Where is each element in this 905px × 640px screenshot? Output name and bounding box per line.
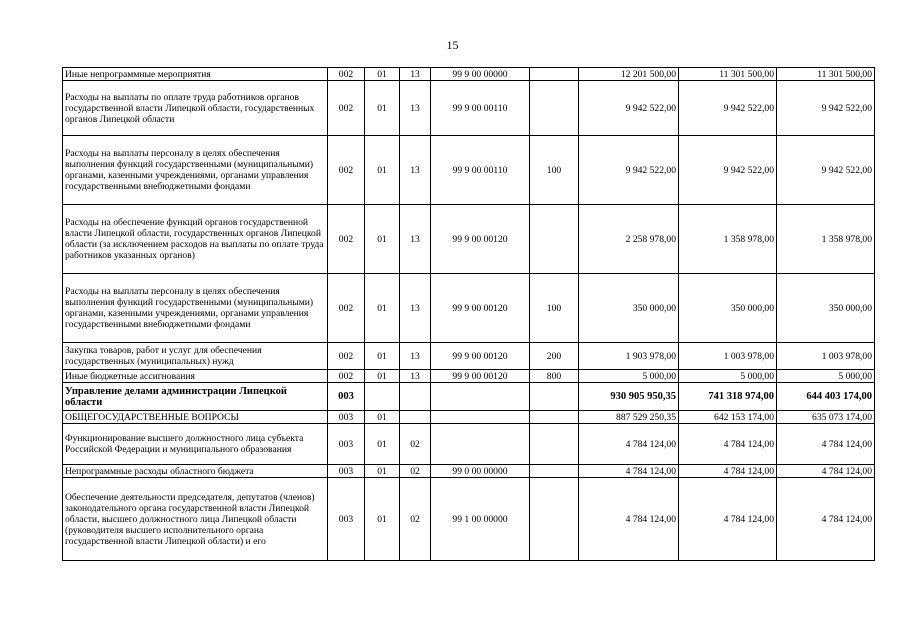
row-amount-year2: 350 000,00 xyxy=(679,274,777,343)
row-csr: 99 9 00 00120 xyxy=(431,274,530,343)
row-csr: 99 9 00 00120 xyxy=(431,370,530,383)
row-pr: 02 xyxy=(400,465,431,478)
row-csr: 99 0 00 00000 xyxy=(431,465,530,478)
row-vr: 100 xyxy=(530,136,579,205)
row-name: Закупка товаров, работ и услуг для обеспечения государственных (муниципальных) нужд xyxy=(63,343,328,370)
table-row xyxy=(63,411,875,424)
budget-table xyxy=(62,67,875,561)
row-amount-year3: 644 403 174,00 xyxy=(777,383,875,411)
row-amount-year2: 4 784 124,00 xyxy=(679,478,777,561)
row-pr: 13 xyxy=(400,205,431,274)
row-amount-year2: 9 942 522,00 xyxy=(679,136,777,205)
row-amount-year3: 350 000,00 xyxy=(777,274,875,343)
row-ved: 002 xyxy=(328,81,365,136)
row-amount-year3: 9 942 522,00 xyxy=(777,136,875,205)
row-amount-year3: 635 073 174,00 xyxy=(777,411,875,424)
table-row xyxy=(63,370,875,383)
row-pr xyxy=(400,411,431,424)
row-amount-year3: 4 784 124,00 xyxy=(777,465,875,478)
row-amount-year1: 4 784 124,00 xyxy=(579,424,679,465)
row-csr: 99 9 00 00110 xyxy=(431,136,530,205)
row-name: Управление делами администрации Липецкой области xyxy=(63,383,328,411)
row-vr: 800 xyxy=(530,370,579,383)
row-amount-year2: 11 301 500,00 xyxy=(679,68,777,81)
row-rz: 01 xyxy=(365,136,400,205)
row-amount-year3: 1 003 978,00 xyxy=(777,343,875,370)
row-ved: 002 xyxy=(328,274,365,343)
row-amount-year1: 4 784 124,00 xyxy=(579,478,679,561)
row-amount-year1: 5 000,00 xyxy=(579,370,679,383)
row-ved: 002 xyxy=(328,370,365,383)
row-ved: 003 xyxy=(328,411,365,424)
table-row xyxy=(63,465,875,478)
row-vr xyxy=(530,465,579,478)
row-pr: 13 xyxy=(400,81,431,136)
row-amount-year1: 2 258 978,00 xyxy=(579,205,679,274)
row-ved: 003 xyxy=(328,465,365,478)
row-pr: 02 xyxy=(400,424,431,465)
row-vr: 100 xyxy=(530,274,579,343)
row-amount-year2: 741 318 974,00 xyxy=(679,383,777,411)
row-ved: 002 xyxy=(328,68,365,81)
row-ved: 002 xyxy=(328,343,365,370)
row-amount-year1: 9 942 522,00 xyxy=(579,136,679,205)
row-rz xyxy=(365,383,400,411)
table-row xyxy=(63,274,875,343)
row-amount-year3: 1 358 978,00 xyxy=(777,205,875,274)
row-pr: 13 xyxy=(400,370,431,383)
table-row xyxy=(63,424,875,465)
row-csr xyxy=(431,383,530,411)
row-rz: 01 xyxy=(365,465,400,478)
row-amount-year1: 9 942 522,00 xyxy=(579,81,679,136)
table-row xyxy=(63,81,875,136)
row-amount-year3: 5 000,00 xyxy=(777,370,875,383)
row-ved: 003 xyxy=(328,424,365,465)
row-rz: 01 xyxy=(365,274,400,343)
row-ved: 003 xyxy=(328,478,365,561)
row-amount-year2: 642 153 174,00 xyxy=(679,411,777,424)
row-rz: 01 xyxy=(365,411,400,424)
row-rz: 01 xyxy=(365,370,400,383)
row-name: Расходы на выплаты по оплате труда работников органов государственной власти Липецкой области, государственных органов Липецкой области xyxy=(63,81,328,136)
row-rz: 01 xyxy=(365,478,400,561)
row-vr xyxy=(530,383,579,411)
row-pr: 13 xyxy=(400,274,431,343)
row-rz: 01 xyxy=(365,205,400,274)
row-csr xyxy=(431,424,530,465)
table-row xyxy=(63,68,875,81)
row-csr xyxy=(431,411,530,424)
row-csr: 99 9 00 00000 xyxy=(431,68,530,81)
row-ved: 002 xyxy=(328,205,365,274)
row-vr: 200 xyxy=(530,343,579,370)
table-row xyxy=(63,343,875,370)
row-rz: 01 xyxy=(365,424,400,465)
table-row xyxy=(63,478,875,561)
row-vr xyxy=(530,424,579,465)
row-name: Расходы на обеспечение функций органов государственной власти Липецкой области, государственных органов Липецкой области (за исключением расходов на выплаты по оплате труда работников указанных органов) xyxy=(63,205,328,274)
row-pr: 13 xyxy=(400,136,431,205)
row-amount-year1: 4 784 124,00 xyxy=(579,465,679,478)
row-amount-year2: 1 358 978,00 xyxy=(679,205,777,274)
row-amount-year1: 1 903 978,00 xyxy=(579,343,679,370)
table-row xyxy=(63,205,875,274)
row-amount-year1: 930 905 950,35 xyxy=(579,383,679,411)
row-amount-year2: 5 000,00 xyxy=(679,370,777,383)
row-pr: 02 xyxy=(400,478,431,561)
row-rz: 01 xyxy=(365,68,400,81)
row-name: Расходы на выплаты персоналу в целях обеспечения выполнения функций государственными (муниципальными) органами, казенными учреждениями, органами управления государственными внебюджетными фондами xyxy=(63,136,328,205)
table-row xyxy=(63,136,875,205)
row-amount-year3: 11 301 500,00 xyxy=(777,68,875,81)
row-amount-year3: 4 784 124,00 xyxy=(777,478,875,561)
row-vr xyxy=(530,68,579,81)
row-amount-year2: 4 784 124,00 xyxy=(679,465,777,478)
row-amount-year2: 9 942 522,00 xyxy=(679,81,777,136)
row-amount-year1: 12 201 500,00 xyxy=(579,68,679,81)
row-pr: 13 xyxy=(400,343,431,370)
row-amount-year1: 887 529 250,35 xyxy=(579,411,679,424)
row-vr xyxy=(530,205,579,274)
row-rz: 01 xyxy=(365,343,400,370)
row-pr: 13 xyxy=(400,68,431,81)
row-csr: 99 9 00 00120 xyxy=(431,343,530,370)
row-amount-year2: 4 784 124,00 xyxy=(679,424,777,465)
row-vr xyxy=(530,478,579,561)
row-amount-year1: 350 000,00 xyxy=(579,274,679,343)
row-pr xyxy=(400,383,431,411)
table-row xyxy=(63,383,875,411)
page-number: 15 xyxy=(446,38,459,52)
row-name: Обеспечение деятельности председателя, депутатов (членов) законодательного органа государственной власти Липецкой области, высшего должностного лица Липецкой области (руководителя высшего исполнительного органа государственной власти Липецкой области) и его xyxy=(63,478,328,561)
row-name: Иные бюджетные ассигнования xyxy=(63,370,328,383)
row-ved: 002 xyxy=(328,136,365,205)
row-csr: 99 9 00 00110 xyxy=(431,81,530,136)
row-ved: 003 xyxy=(328,383,365,411)
row-csr: 99 9 00 00120 xyxy=(431,205,530,274)
row-amount-year3: 9 942 522,00 xyxy=(777,81,875,136)
row-name: Расходы на выплаты персоналу в целях обеспечения выполнения функций государственными (муниципальными) органами, казенными учреждениями, органами управления государственными внебюджетными фондами xyxy=(63,274,328,343)
row-rz: 01 xyxy=(365,81,400,136)
row-name: Функционирование высшего должностного лица субъекта Российской Федерации и муниципального образования xyxy=(63,424,328,465)
row-name: ОБЩЕГОСУДАРСТВЕННЫЕ ВОПРОСЫ xyxy=(63,411,328,424)
row-csr: 99 1 00 00000 xyxy=(431,478,530,561)
row-vr xyxy=(530,411,579,424)
row-amount-year2: 1 003 978,00 xyxy=(679,343,777,370)
row-amount-year3: 4 784 124,00 xyxy=(777,424,875,465)
row-name: Иные непрограммные мероприятия xyxy=(63,68,328,81)
row-vr xyxy=(530,81,579,136)
row-name: Непрограммные расходы областного бюджета xyxy=(63,465,328,478)
